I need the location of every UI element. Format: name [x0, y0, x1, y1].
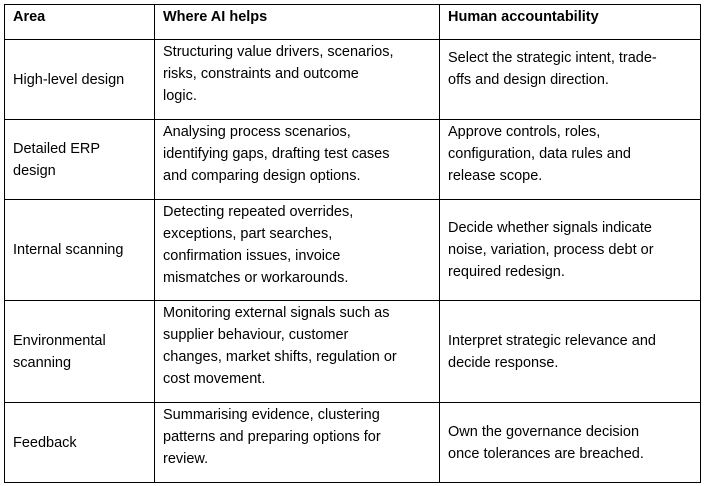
line: supplier behaviour, customer: [163, 327, 349, 343]
table-row: [5, 40, 701, 120]
line: patterns and preparing options for: [163, 429, 381, 445]
area-cell: [5, 200, 155, 301]
line: decide response.: [448, 354, 559, 371]
line: Analysing process scenarios,: [163, 124, 351, 140]
human-accountability-cell: [440, 40, 701, 120]
ai-helps-cell: [155, 40, 440, 120]
line: Decide whether signals indicate: [448, 220, 652, 236]
line: Internal scanning: [13, 242, 124, 258]
area-cell: [5, 403, 155, 483]
header-human-accountability: Human accountability: [440, 5, 701, 40]
human-accountability-cell: [440, 403, 701, 483]
table-row: [5, 120, 701, 200]
table-row: [5, 403, 701, 483]
line: confirmation issues, invoice: [163, 248, 341, 264]
line: Feedback: [13, 434, 77, 451]
header-area: Area: [5, 5, 155, 40]
area-cell: [5, 301, 155, 403]
line: configuration, data rules and: [448, 146, 631, 162]
human-accountability-cell: [440, 301, 701, 403]
line: Monitoring external signals such as: [163, 305, 390, 321]
line: and comparing design options.: [163, 168, 361, 184]
header-where-ai-helps: Where AI helps: [155, 5, 440, 40]
ai-accountability-table: [4, 4, 701, 483]
line: Approve controls, roles,: [448, 124, 601, 140]
line: Structuring value drivers, scenarios,: [163, 44, 394, 60]
human-accountability-cell: [440, 200, 701, 301]
line: risks, constraints and outcome: [163, 66, 359, 82]
table-row: [5, 301, 701, 403]
ai-helps-cell: [155, 120, 440, 200]
line: mismatches or workarounds.: [163, 270, 349, 286]
line: Own the governance decision: [448, 423, 640, 440]
ai-helps-cell: [155, 301, 440, 403]
line: changes, market shifts, regulation or: [163, 349, 397, 365]
line: review.: [163, 451, 209, 467]
line: noise, variation, process debt or: [448, 242, 654, 258]
line: High-level design: [13, 71, 125, 88]
line: release scope.: [448, 168, 543, 184]
area-cell: [5, 40, 155, 120]
ai-helps-cell: [155, 200, 440, 301]
line: logic.: [163, 88, 197, 104]
line: Environmental: [13, 332, 106, 349]
line: cost movement.: [163, 371, 266, 387]
line: offs and design direction.: [448, 71, 609, 88]
line: exceptions, part searches,: [163, 226, 333, 242]
area-cell: [5, 120, 155, 200]
line: Detailed ERP: [13, 140, 101, 157]
line: Summarising evidence, clustering: [163, 407, 380, 423]
human-accountability-cell: [440, 120, 701, 200]
table-row: [5, 200, 701, 301]
line: scanning: [13, 354, 72, 371]
ai-helps-cell: [155, 403, 440, 483]
line: required redesign.: [448, 264, 565, 280]
line: Interpret strategic relevance and: [448, 332, 656, 349]
header-row: [5, 5, 701, 40]
line: once tolerances are breached.: [448, 445, 644, 462]
line: Select the strategic intent, trade-: [448, 49, 657, 66]
line: Detecting repeated overrides,: [163, 204, 354, 220]
line: identifying gaps, drafting test cases: [163, 146, 390, 162]
line: design: [13, 162, 56, 179]
